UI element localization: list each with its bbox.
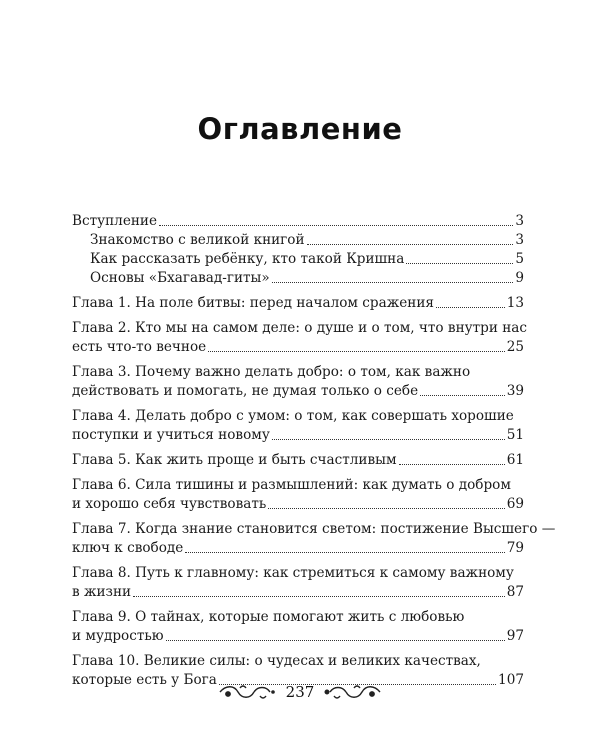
- toc-entry-intro[interactable]: [72, 212, 524, 231]
- dot-leader: [185, 551, 504, 553]
- toc-entry-label: Как рассказать ребёнку, кто такой Кришна: [90, 251, 405, 267]
- toc-page-number: 3: [515, 213, 524, 229]
- toc-page-number: 13: [506, 295, 524, 311]
- toc-entry-label-cont: которые есть у Бога: [72, 672, 217, 688]
- toc-entry-chapter-2[interactable]: [72, 319, 528, 357]
- toc-page-number: 5: [515, 251, 524, 267]
- toc-intro-group: [72, 212, 524, 288]
- dot-leader: [268, 507, 504, 509]
- page-title: Оглавление: [197, 112, 403, 146]
- toc-page-number: 61: [506, 452, 524, 468]
- toc-entry-label: Глава 5. Как жить проще и быть счастливым: [72, 452, 397, 468]
- dot-leader: [133, 595, 505, 597]
- toc-entry-label: Основы «Бхагавад-гиты»: [90, 270, 270, 286]
- toc-entry-label: Глава 6. Сила тишины и размышлений: как думать о добром: [72, 477, 511, 493]
- dot-leader: [399, 463, 505, 465]
- toc-entry-label: Знакомство с великой книгой: [90, 232, 305, 248]
- ornament-left-icon: [216, 682, 276, 702]
- toc-page-number: 51: [506, 427, 524, 443]
- toc-entry-chapter-1[interactable]: [72, 294, 524, 313]
- dot-leader: [272, 281, 514, 283]
- dot-leader: [208, 350, 505, 352]
- toc-entry-label-cont: есть что-то вечное: [72, 339, 207, 355]
- toc-entry-label-cont: поступки и учиться новому: [72, 427, 270, 443]
- toc-entry-label: Глава 10. Великие силы: о чудесах и великих качествах,: [72, 653, 481, 669]
- toc-entry-label: Глава 7. Когда знание становится светом: постижение Высшего —: [72, 521, 556, 537]
- dot-leader: [436, 306, 505, 308]
- toc-entry-chapter-5[interactable]: [72, 451, 524, 470]
- toc-entry-label-cont: в жизни: [72, 584, 132, 600]
- toc-subentry[interactable]: [72, 250, 524, 269]
- table-of-contents: [72, 212, 556, 696]
- dot-leader: [159, 224, 513, 226]
- toc-entry-label: Глава 3. Почему важно делать добро: о том, как важно: [72, 364, 471, 380]
- toc-entry-chapter-9[interactable]: [72, 608, 524, 646]
- toc-page-number: 3: [515, 232, 524, 248]
- toc-page-number: 87: [506, 584, 524, 600]
- toc-entry-label-cont: действовать и помогать, не думая только о себе: [72, 383, 419, 399]
- toc-entry-chapter-7[interactable]: [72, 520, 556, 558]
- toc-page-number: 107: [498, 672, 524, 688]
- toc-page-number: 39: [506, 383, 524, 399]
- page-footer: [0, 680, 600, 704]
- toc-page-number: 25: [506, 339, 524, 355]
- toc-entry-label-cont: ключ к свободе: [72, 540, 184, 556]
- toc-entry-chapter-4[interactable]: [72, 407, 524, 445]
- toc-entry-chapter-8[interactable]: [72, 564, 524, 602]
- toc-page-number: 97: [506, 628, 524, 644]
- toc-entry-chapter-3[interactable]: [72, 363, 524, 401]
- page-number: 237: [285, 683, 315, 701]
- toc-subentry[interactable]: [72, 269, 524, 288]
- ornament-right-icon: [324, 682, 384, 702]
- toc-entry-label-cont: и мудростью: [72, 628, 164, 644]
- toc-entry-label-cont: и хорошо себя чувствовать: [72, 496, 267, 512]
- toc-entry-label: Глава 1. На поле битвы: перед началом сражения: [72, 295, 434, 311]
- dot-leader: [272, 438, 505, 440]
- toc-entry-label: Вступление: [72, 213, 158, 229]
- dot-leader: [166, 639, 505, 641]
- toc-page-number: 9: [515, 270, 524, 286]
- toc-entry-label: Глава 4. Делать добро с умом: о том, как совершать хорошие: [72, 408, 514, 424]
- toc-page-number: 69: [506, 496, 524, 512]
- toc-subentry[interactable]: [72, 231, 524, 250]
- toc-entry-chapter-6[interactable]: [72, 476, 524, 514]
- toc-entry-label: Глава 8. Путь к главному: как стремиться к самому важному: [72, 565, 514, 581]
- toc-entry-label: Глава 2. Кто мы на самом деле: о душе и о том, что внутри нас: [72, 320, 528, 336]
- dot-leader: [307, 243, 514, 245]
- toc-page-number: 79: [506, 540, 524, 556]
- toc-entry-label: Глава 9. О тайнах, которые помогают жить с любовью: [72, 609, 465, 625]
- dot-leader: [406, 262, 513, 264]
- dot-leader: [420, 394, 505, 396]
